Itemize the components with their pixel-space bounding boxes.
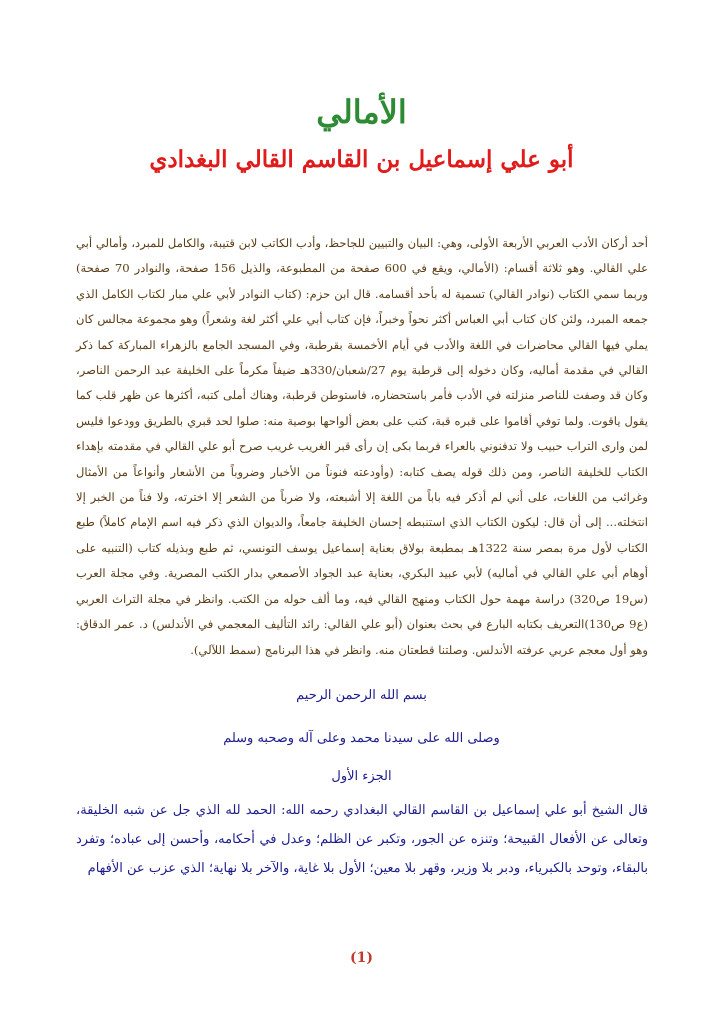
body-paragraph: قال الشيخ أبو علي إسماعيل بن القاسم القالي البغدادي رحمه الله: الحمد لله الذي جل عن شبه الخليقة، وتعالى عن الأفعال القبيحة؛ وتنزه عن الجور، وتكبر عن الظلم؛ وعدل في أحكامه، وأحسن إلى عباده؛ وتفرد بالبقاء، وتوحد بالكبرياء، ودبر بلا وزير، وقهر بلا معين؛ الأول بلا غاية، والآخر بلا نهاية؛ الذي عزب عن الأفهام: [76, 803, 648, 876]
salat-line: وصلى الله على سيدنا محمد وعلى آله وصحبه وسلم: [223, 731, 500, 746]
basmala: بسم الله الرحمن الرحيم: [296, 688, 427, 703]
page-number: (1): [350, 950, 373, 966]
book-author: أبو علي إسماعيل بن القاسم القالي البغدادي: [149, 146, 574, 173]
intro-paragraph: أحد أركان الأدب العربي الأربعة الأولى، وهي: البيان والتبيين للجاحظ، وأدب الكاتب لابن قتيبة، والكامل للمبرد، وأمالي أبي علي القالي. وهو ثلاثة أقسام: (الأمالي، ويقع في 600 صفحة من المطبوعة، والذيل 156 صفحة، والنوادر 70 صفحة) وربما سمي الكتاب (نوادر القالي) تسمية له بأحد أقسامه. قال ابن حزم: (كتاب النوادر لأبي علي مبار لكتاب الكامل الذي جمعه المبرد، ولئن كان كتاب أبي العباس أكثر نحواً وخبراً، فإن كتاب أبي علي أكثر لغة وشعراً) وهو مجموعة مجالس كان يملي فيها القالي محاضرات في اللغة والأدب في أيام الأخمسة بقرطبة، وفي المسجد الجامع بالزهراء المباركة كما ذكر القالي في مقدمة أماليه، وكان دخوله إلى قرطبة يوم 27/شعبان/330هـ ضيفاً مكرماً على الخليفة عبد الرحمن الناصر، وكان قد وصفت للناصر منزلته في الأدب فأمر باستحضاره، فاستوطن قرطبة، وهناك أملى كتبه، أكثرها عن ظهر قلب كما يقول ياقوت. ولما توفي أقاموا على قبره قبة، كتب على بعض ألواحها بوصية منه: صلوا لحد قبري بالطريق وودعوا فليس لمن وارى التراب حبيب ولا تدفنوني بالعراء فربما بكى إن رأى قبر الغريب غريب صرح أبو علي القالي في مقدمته بإهداء الكتاب للخليفة الناصر، ومن ذلك قوله يصف كتابه: (وأودعته فنوناً من الأخبار وضروباً من الأشعار وأنواعاً من الأمثال وغرائب من اللغات، على أني لم أذكر فيه باباً من اللغة إلا أشبعته، ولا ضرباً من الشعر إلا اخترته، ولا فناً من الخبر إلا انتخلته... إلى أن قال: ليكون الكتاب الذي استنبطه إحسان الخليفة جامعاً، والديوان الذي ذكر فيه اسم الإمام كاملاً) طبع الكتاب لأول مرة بمصر سنة 1322هـ بمطبعة بولاق بعناية إسماعيل يوسف التونسي، ثم طبع وبذيله كتاب (التنبيه على أوهام أبي علي القالي في أماليه) لأبي عبيد البكري، بعناية عبد الجواد الأصمعي بدار الكتب المصرية. وفي مجلة العرب (س19 ص320) دراسة مهمة حول الكتاب ومنهج القالي فيه، وما ألف حوله من الكتب. وانظر في مجلة التراث العربي (ع9 ص130)التعريف بكتابه البارع في بحث بعنوان (أبو علي القالي: رائد التأليف المعجمي في الأندلس) د. عمر الدقاق: وهو أول معجم عربي عرفته الأندلس. وصلتنا قطعتان منه. وانظر في هذا البرنامج (سمط اللآلي).: [76, 236, 649, 657]
part-heading: الجزء الأول: [331, 769, 392, 784]
book-title: الأمالي: [316, 93, 407, 131]
